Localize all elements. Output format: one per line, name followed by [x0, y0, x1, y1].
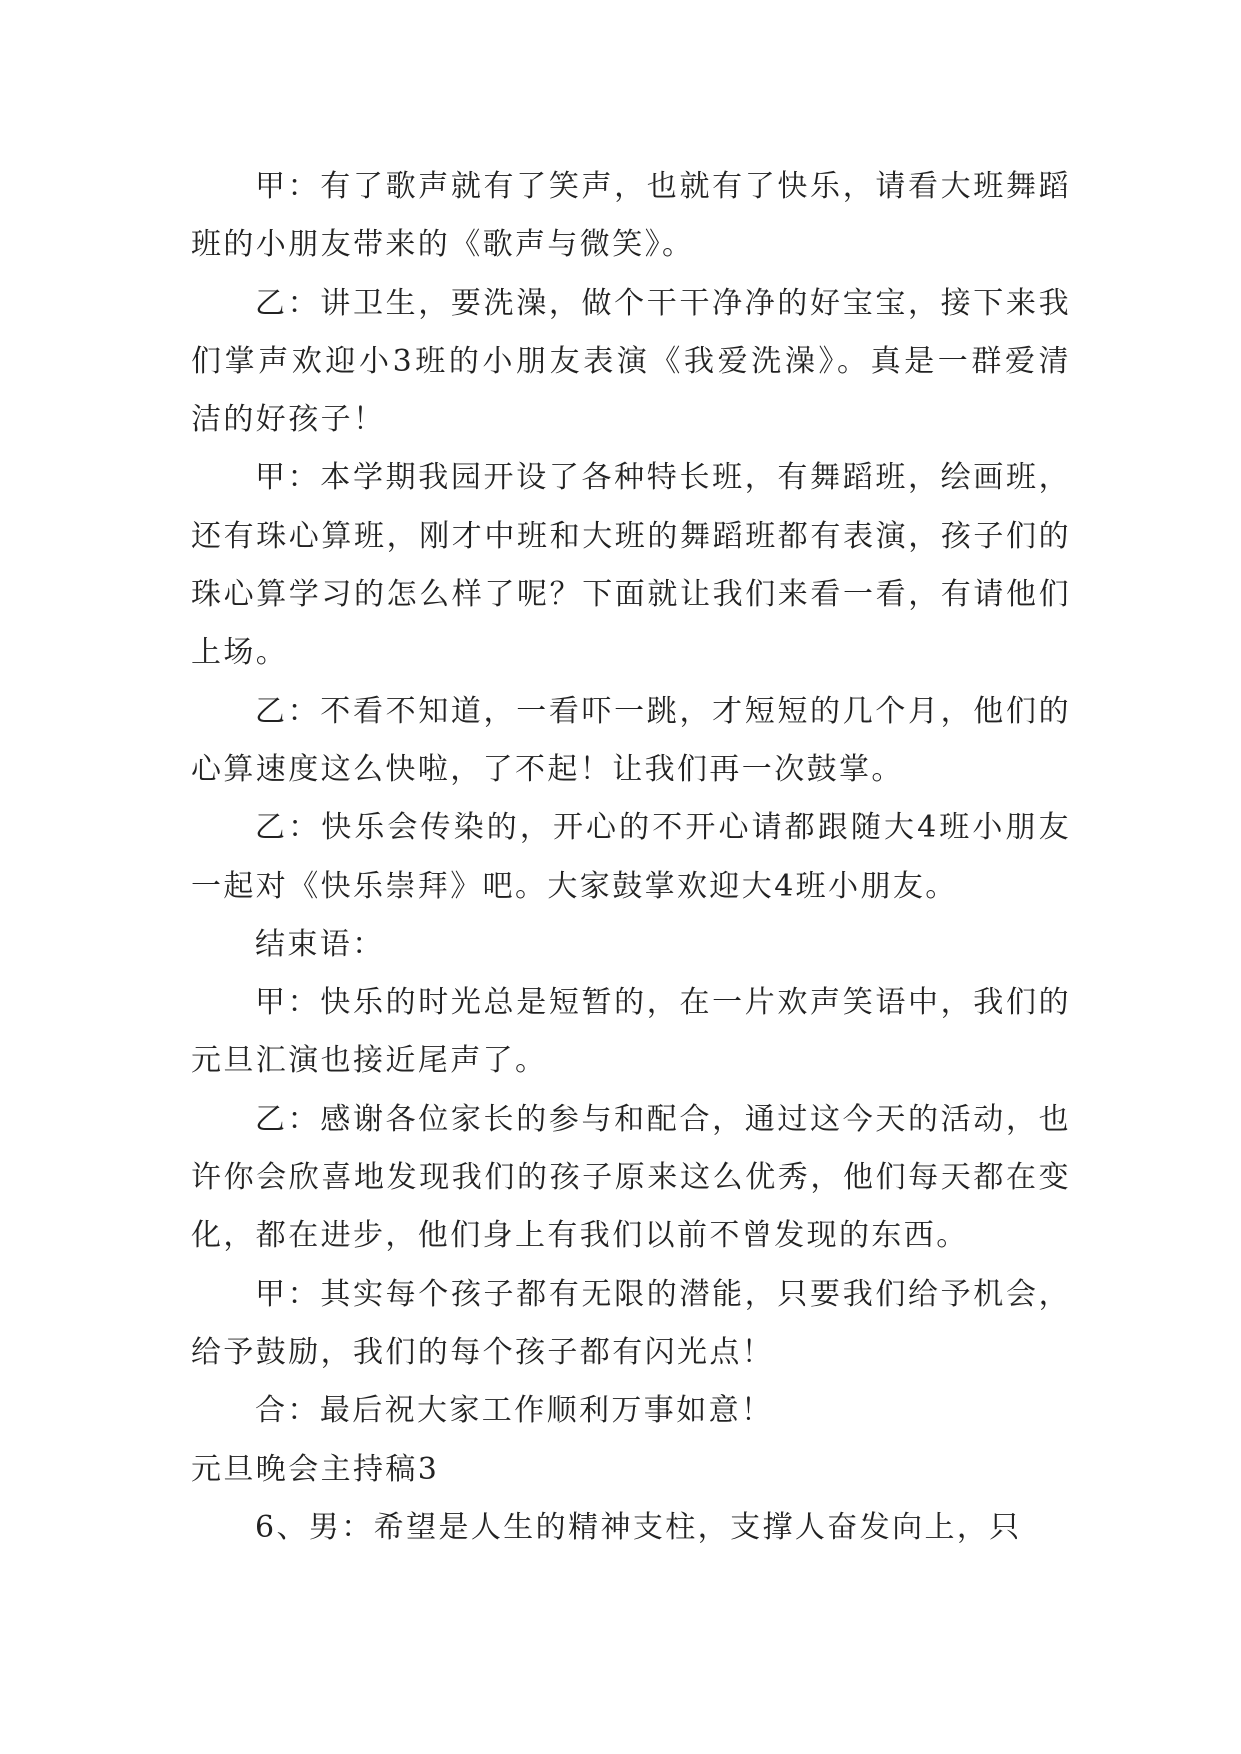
paragraph-7: 甲：快乐的时光总是短暂的，在一片欢声笑语中，我们的元旦汇演也接近尾声了。 [191, 985, 1071, 1079]
paragraph-5: 乙：快乐会传染的，开心的不开心请都跟随大4班小朋友一起对《快乐崇拜》吧。大家鼓掌欢迎大4班小朋友。 [191, 810, 1071, 904]
paragraph-4: 乙：不看不知道，一看吓一跳，才短短的几个月，他们的心算速度这么快啦，了不起！让我们再一次鼓掌。 [191, 693, 1071, 787]
paragraph-12: 6、男：希望是人生的精神支柱，支撑人奋发向上，只 [255, 1509, 1022, 1545]
paragraph-10: 合：最后祝大家工作顺利万事如意！ [255, 1393, 774, 1429]
paragraph-8: 乙：感谢各位家长的参与和配合，通过这今天的活动，也许你会欣喜地发现我们的孩子原来这么优秀，他们每天都在变化，都在进步，他们身上有我们以前不曾发现的东西。 [191, 1101, 1071, 1254]
paragraph-3: 甲：本学期我园开设了各种特长班，有舞蹈班，绘画班，还有珠心算班，刚才中班和大班的舞蹈班都有表演，孩子们的珠心算学习的怎么样了呢？下面就让我们来看一看，有请他们上场。 [191, 460, 1071, 671]
document-body [191, 158, 1071, 1557]
paragraph-1: 甲：有了歌声就有了笑声，也就有了快乐，请看大班舞蹈班的小朋友带来的《歌声与微笑》。 [191, 169, 1071, 263]
paragraph-9: 甲：其实每个孩子都有无限的潜能，只要我们给予机会，给予鼓励，我们的每个孩子都有闪光点！ [191, 1276, 1071, 1370]
closing-heading: 结束语： [255, 926, 385, 962]
section-title: 元旦晚会主持稿3 [191, 1451, 440, 1487]
paragraph-2: 乙：讲卫生，要洗澡，做个干干净净的好宝宝，接下来我们掌声欢迎小3班的小朋友表演《我爱洗澡》。真是一群爱清洁的好孩子！ [191, 285, 1071, 438]
